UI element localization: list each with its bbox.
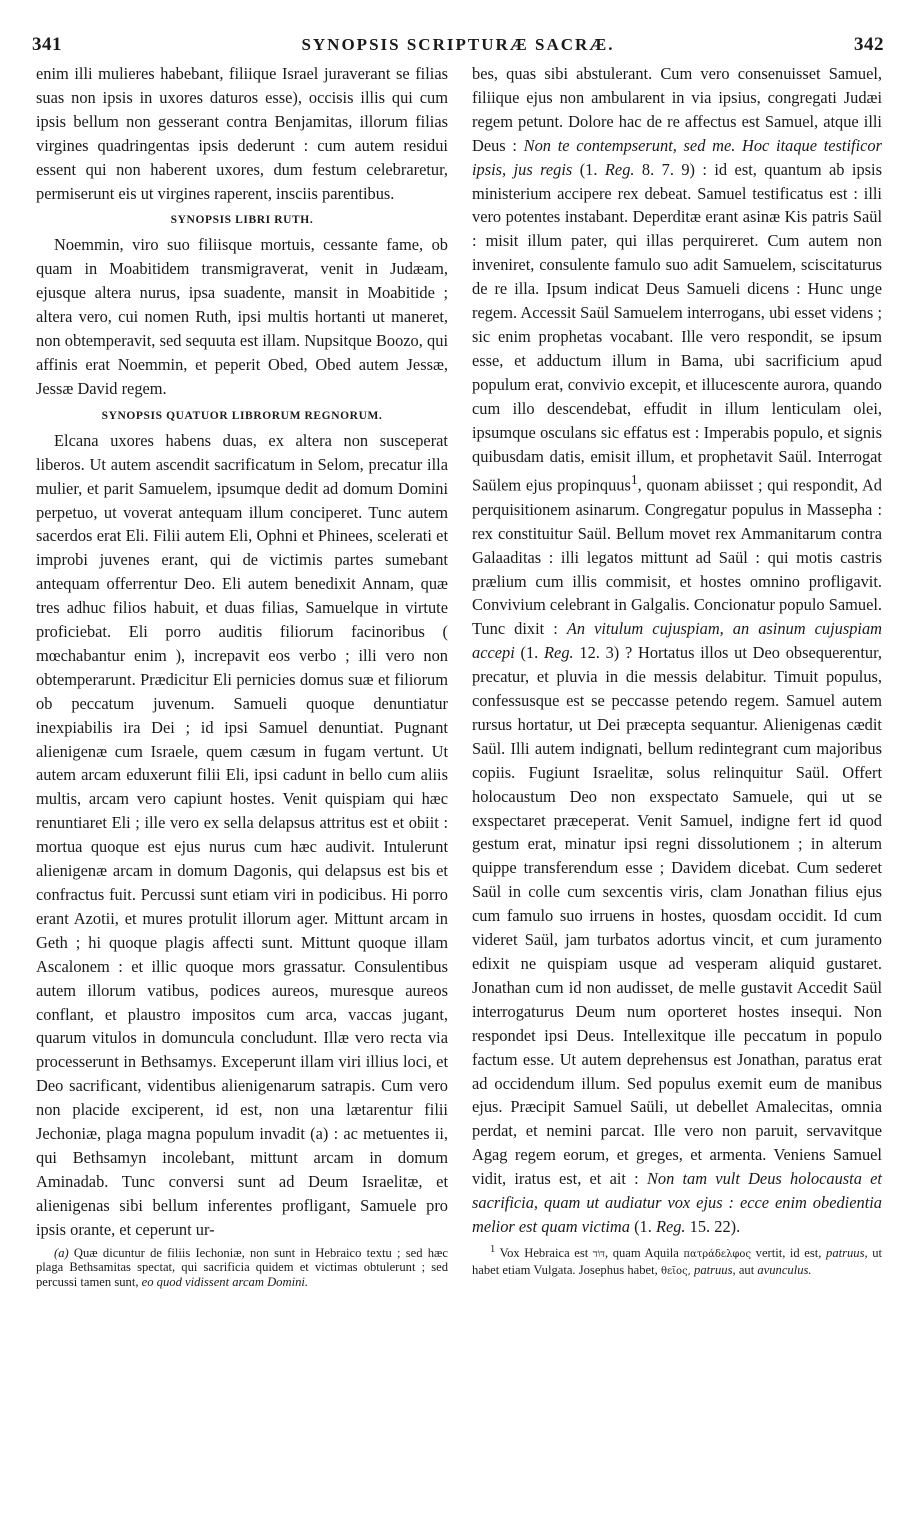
paragraph-ruth: Noemmin, viro suo filiisque mortuis, cessante fame, ob quam in Moabitidem transmigraverat, venit in Judæam, ejusque altera nurus, ipsa suadente, mansit in Moabitide ; altera vero, cui nomen Ruth, ipsi multis hortanti ut maneret, non obtemperavit, sed sequuta est illam. Nupsitque Boozo, qui affinis erat Noemmin, et peperit Obed, Obed autem Jessæ, Jessæ David regem. bbox=[36, 235, 448, 398]
paragraph-regnorum: Elcana uxores habens duas, ex altera non susceperat liberos. Ut autem ascendit sacrificatum in Selom, precatur illa mulier, et parit Samuelem, ipsumque dedit ad domum Domini perpetuo, ut voverat antequam illum conciperet. Tunc autem sacerdos erat Eli. Filii autem Eli, Ophni et Phinees, scelerati et improbi juvenes erant, qui de victimis partes sumebant antequam offerrentur Deo. Eli autem benedixit Annam, quæ tres adhuc filios habuit, et duas filias, Samuelque in virtute proficiebat. Eli porro auditis filiorum facinoribus ( mœchabantur enim ), increpavit eos verbo ; illi vero non obtemperarunt. Prædicitur Eli pernicies domus suæ et filiorum ob peccatum juvenum. Samueli quoque denuntiatur inexpiabilis ira Dei ; id ipsi Samuel denuntiat. Pugnant alienigenæ cum Israele, quem cæsum in fugam vertunt. Ut autem arcam eduxerunt filii Eli, ipsi cadunt in bello cum aliis multis, arcam vero capiunt hostes. Venit quispiam qui hæc renuntiaret Eli ; ille vero ex sella delapsus attritus est et obiit : mortua quoque est ejus nurus cum hæc audivit. Intulerunt alienigenæ arcam in domum Dagonis, qui delapsus est bis et confractus fuit. Percussi sunt etiam viri in podicibus. Hi porro erant Azotii, et mures protulit illorum ager. Mittunt arcam in Geth ; hi quoque plagis affecti sunt. Mittunt quoque illam Ascalonem : et illic quoque mors grassatur. Consulentibus autem illorum vatibus, podices aureos, muresque aureos conflant, et plaustro impositos cum arca, vaccas jugant, quarum vitulos in domuncula concludunt. Illæ vero recta via processerunt in Bethsamys. Exceperunt illam viri illius loci, et Deo sacrificant, videntibus alienigenarum satrapis. Cum vero non placide exciperent, id est, non una lætarentur filii Jechoniæ, plaga magna populum invadit (a) : ac metuentes ii, qui Bethsamyn incolebant, mittunt arcam in domum Aminadab. Tunc conversi sunt ad Deum Israelitæ, et alienigenas sibi bellum inferentes profligant, Samuele pro ipsis orante, et ceperunt ur- bbox=[36, 430, 448, 1239]
footnote-number: 1 bbox=[490, 1243, 496, 1255]
greek-word: πατράδελφος bbox=[683, 1249, 752, 1261]
page-header bbox=[32, 34, 884, 58]
footnote-italic-text: avunculus. bbox=[757, 1262, 812, 1277]
footnote-italic-text: patruus, bbox=[826, 1246, 868, 1261]
footnote-text: ut habet etiam Vulgata. Josephus habet, bbox=[472, 1246, 883, 1277]
footnote-marker: (a) bbox=[54, 1245, 69, 1260]
text-run: bes, quas sibi abstulerant. Cum vero consenuisset Samuel, filiique ejus non ambularent in via ipsius, congregati Judæi regem petunt. Dolore hac de re affectus est Samuel, atque illi Deus : bbox=[472, 64, 882, 155]
footnote-reference: 1 bbox=[630, 472, 638, 488]
paragraph-samuel-saul bbox=[472, 62, 882, 1239]
citation-close: 15. 22). bbox=[689, 1216, 741, 1236]
footnote-text: Vox Hebraica est bbox=[499, 1246, 589, 1261]
footnote-italic-text: eo quod vidissent arcam Domini. bbox=[141, 1274, 309, 1289]
footnote-italic-text: patruus, bbox=[694, 1262, 736, 1277]
running-title: SYNOPSIS SCRIPTURÆ SACRÆ. bbox=[301, 35, 615, 54]
footnote-text: , quam Aquila bbox=[604, 1246, 679, 1261]
hebrew-word: דּוֹד bbox=[592, 1249, 605, 1261]
footnote-text: vertit, id est, bbox=[755, 1246, 822, 1261]
citation-book: Reg. bbox=[655, 1216, 686, 1236]
paragraph-judges-end: enim illi mulieres habebant, filiique Israel juraverant se filias suas non ipsis in uxores daturos esse), occisis illis qui cum ipsis bellum non gesserant contra Benjamitas, illorum filias virgines quadringentas ipsis dederunt : cum autem residui essent qui non haberent uxores, dum festum celebraretur, permiserunt eis ut virgines raperent, insciis parentibus. bbox=[36, 64, 448, 203]
footnote-a bbox=[36, 1246, 448, 1290]
citation-open: (1. bbox=[520, 643, 539, 663]
text-run: , quonam abiisset ; qui respondit, Ad perquisitionem asinarum. Congregatur populus in Massepha : rex constituitur Saül. Bellum movet rex Ammanitarum contra Galaaditas : illi legatos mittunt ad Saül : qui motis castris prælium cum illis commisit, et hostes omnino profligavit. Convivium celebrant in Galgalis. Concionatur populo Samuel. Tunc dixit : bbox=[472, 475, 882, 639]
greek-word: θεῖος, bbox=[660, 1265, 691, 1277]
quotation: An vitulum cujuspiam, an asinum cujuspiam accepi bbox=[472, 619, 883, 663]
text-run: 8. 7. 9) : id est, quantum ab ipsis ministerium accipere rex debeat. Samuel testificatus est : illi vero potentes instabant. Deperditæ erant asinæ Kis patris Saül : misit illum pater, qui illas perquireret. Cum autem non inveniret, consulente famulo suo adit Samuelem, sciscitaturus de re illa. Ipsum indicat Deus Samueli dicens : Hunc unge regem. Accessit Saül Samuelem interrogans, ubi esset videns ; sic enim prophetas vocabant. Ille vero respondit, se ipsum esse, et adductum illum in Bama, ubi sacrificium apud populum erat, convivio excepit, et illucescente aurora, quando cum illo descendebat, effudit in illum lenticulam olei, ipsumque osculans sic effatus est : Imperabis populo, et signis quibusdam datis, emisit illum, et prophetavit Saül. Interrogat Saülem ejus propinquus bbox=[472, 159, 882, 495]
footnote-text: Quæ dicuntur de filiis Iechoniæ, non sunt in Hebraico textu ; sed hæc plaga Bethsamitas spectat, qui sacrificia quidem et victimas obtulerunt ; sed percussi tamen sunt, bbox=[36, 1245, 448, 1289]
citation-book: Reg. bbox=[544, 643, 574, 663]
quotation: Non te contempserunt, sed me. Hoc itaque testificor ipsis, jus regis bbox=[472, 135, 882, 179]
citation-book: Reg. bbox=[604, 159, 635, 179]
footnote-text: aut bbox=[738, 1262, 755, 1277]
section-heading-ruth: SYNOPSIS LIBRI RUTH. bbox=[170, 214, 314, 227]
left-column bbox=[36, 62, 448, 1289]
citation-open: (1. bbox=[579, 159, 598, 179]
page-number-left: 341 bbox=[32, 34, 62, 55]
footnote-1 bbox=[472, 1243, 882, 1279]
citation-open: (1. bbox=[634, 1216, 652, 1236]
page-number-right: 342 bbox=[854, 34, 884, 55]
section-heading-regnorum: SYNOPSIS QUATUOR LIBRORUM REGNORUM. bbox=[101, 409, 383, 422]
right-column bbox=[472, 62, 882, 1279]
quotation: Non tam vult Deus holocausta et sacrificia, quam ut audiatur vox ejus : ecce enim obedientia melior est quam victima bbox=[472, 1169, 882, 1236]
text-run: 12. 3) ? Hortatus illos ut Deo obsequerentur, precatur, et pluvia in die messis delabitur. Timuit populus, confessusque est se peccasse petendo regem. Samuel autem rursus hortatur, ut Dei præcepta sequantur. Alienigenas cædit Saül. Illi autem indignati, bellum redintegrant cum majoribus copiis. Fugiunt Israelitæ, solus relinquitur Saül. Offert holocaustum Deo non exspectato Samuele, qui ut se exspectaret præceperat. Venit Samuel, indigne fert id quod gestum erat, minatur ipsi regni dissolutionem ; in alterum quippe transferendum esse ; Davidem dicebat. Cum sederet Saül in colle cum sexcentis viris, clam Jonathan filius ejus cum famulo suo irruens in hostes, quosdam occidit. Id cum videret Saül, jam turbatos adortus vincit, et cum juramento edixit ne quispiam usque ad vesperam aliquid gustaret. Jonathan cum id non audisset, de melle gustavit Accedit Saül interrogaturus Deum num oporteret hostes insequi. Non respondet ipsi Deus. Intellexitque ille peccatum in populo factum esse. Ut autem deprehensus est Jonathan, paratus erat ad occidendum illum. Sed populus exemit eum de manibus ejus. Præcipit Samuel Saüli, ut debellet Amalecitas, omnia perdat, et nemini parcat. Ille vero non paruit, servavitque Agag regem eorum, et greges, et armenta. Veniens Samuel vidit, iratus est, et ait : bbox=[472, 643, 882, 1189]
